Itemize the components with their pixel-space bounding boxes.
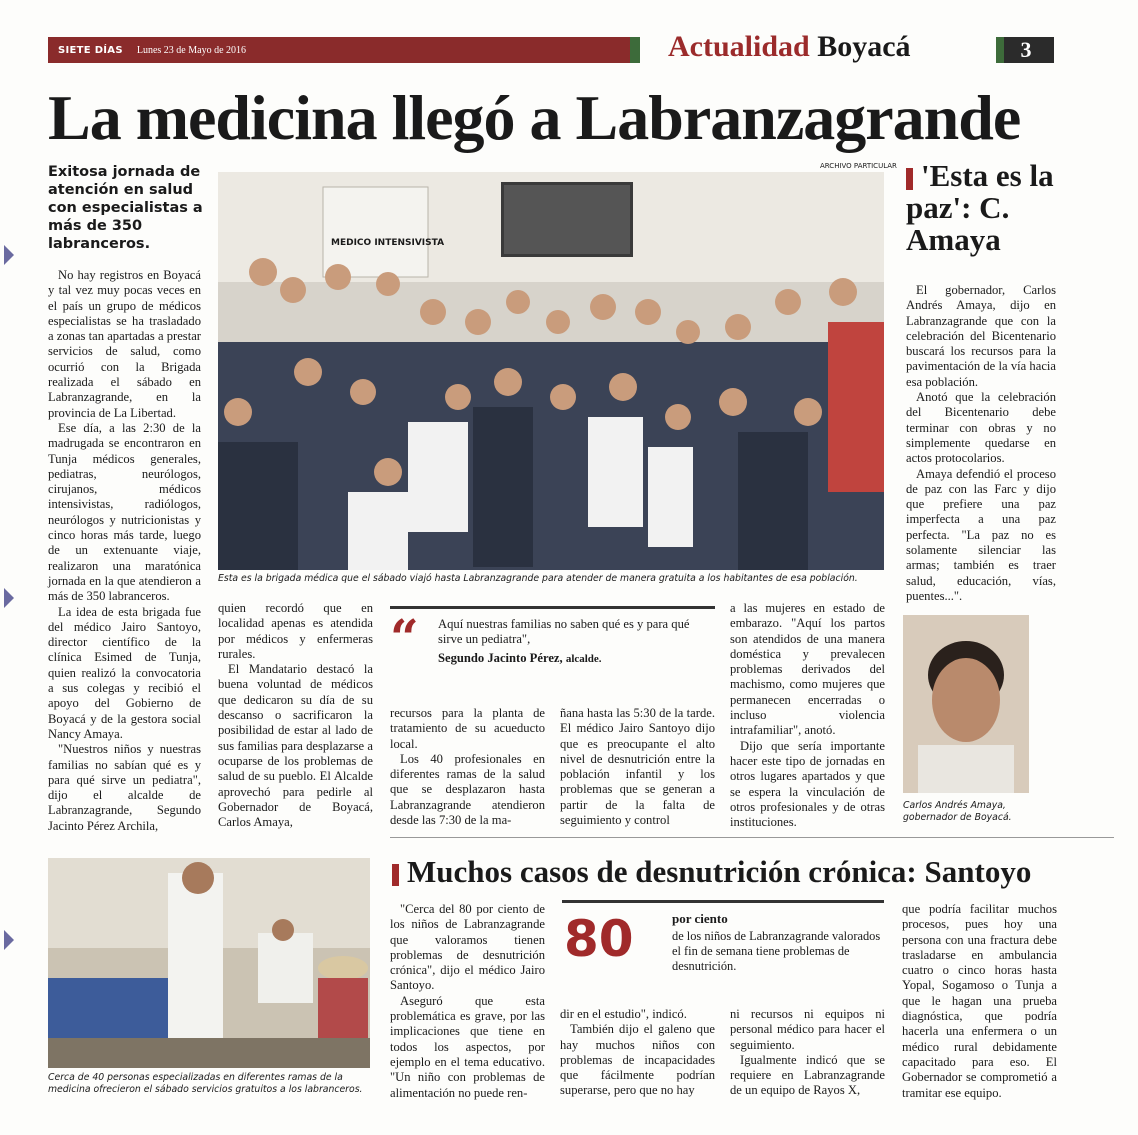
divider [390,837,1114,838]
article-column-1 [48,268,201,834]
stat-number: 80 [564,910,634,968]
paragraph: No hay registros en Boyacá y tal vez muy pocas veces en el país un grupo de médicos especialistas se ha trasladado a zonas tan apartadas a prestar servicios de salud, como ocurrió con la Brigada realizada el sábado en Labranzagrande, en la provincia de La Libertad. [48,268,201,420]
section-marker-icon [906,168,913,190]
paragraph: Anotó que la celebración del Bicentenario debe terminar con obras y no simplemente quedarse en actos protocolarios. [906,390,1056,466]
paragraph: El Mandatario destacó la buena voluntad de médicos que dedicaron su día de su descanso o sacrificaron la posibilidad de estar al lado de sus familias para desplazarse a ocuparse de los problemas de salud de su pueblo. El Alcalde aprovechó para pedirle al Gobernador de Boyacá, Carlos Amaya, [218,662,373,830]
bottom-column-2 [560,1007,715,1099]
article-column-2 [218,601,373,830]
paragraph: ñana hasta las 5:30 de la tarde. El médico Jairo Santoyo dijo que es preocupante el alto nivel de desnutrición entre la población infantil y los problemas que se generan a partir de la falta de seguimiento y control [560,706,715,828]
paragraph: "Nuestros niños y nuestras familias no sabían qué es y para qué sirve un pediatra", dijo el alcalde de Labranzagrande, Segundo Jacinto Pérez Archila, [48,742,201,833]
bottom-headline [392,854,1031,890]
photo-sign: MEDICO INTENSIVISTA [331,238,445,248]
paragraph: El gobernador, Carlos Andrés Amaya, dijo en Labranzagrande que con la celebración del Bicentenario buscará los recursos para la pavimentación de la vía hacia esa población. [906,283,1056,389]
quote-role: alcalde. [565,653,602,665]
header-bar [48,37,630,63]
margin-arrow-icon [4,930,14,950]
photo-credit: ARCHIVO PARTICULAR [820,162,897,170]
bottom-headline-text: Muchos casos de desnutrición crónica: Santoyo [407,854,1032,889]
quote-text: Aquí nuestras familias no saben qué es y para qué sirve un pediatra", [438,617,690,646]
paragraph: Igualmente indicó que se requiere en Labranzagrande de un equipo de Rayos X, [730,1052,885,1098]
sidebar-headline-text: 'Esta es la paz': C. Amaya [906,158,1054,257]
quote-name: Segundo Jacinto Pérez, [438,651,563,665]
section-title-a: Actualidad [668,30,810,63]
paragraph: dir en el estudio", indicó. [560,1007,687,1021]
paragraph: Aseguró que esta problemática es grave, por las implicaciones que tiene en todos los aspectos, por ejemplo en el tema educativo. "Un niño con problemas de alimentación no puede ren- [390,993,545,1100]
portrait-caption [903,800,1053,824]
sidebar-column [906,283,1056,604]
header-accent [630,37,640,63]
stat-description: de los niños de Labranzagrande valorados el fin de semana tiene problemas de desnutrición. [672,929,881,973]
sidebar-headline [906,160,1056,256]
paragraph: Los 40 profesionales en diferentes ramas de la salud que se desplazaron hasta Labranzagrande atendieron desde las 7:30 de la ma- [390,751,545,828]
paragraph: a las mujeres en estado de embarazo. "Aquí los partos son atendidos de una manera doméstica y prevalecen problemas derivados del machismo, como mujeres que permanecen encerradas o incluso violencia intrafamiliar", anotó. [730,601,885,738]
bottom-column-3 [730,1007,885,1099]
bottom-column-4 [902,902,1057,1101]
dek: Exitosa jornada de atención en salud con especialistas a más de 350 labranceros. [48,164,203,252]
photo-caption: Esta es la brigada médica que el sábado viajó hasta Labranzagrande para atender de manera gratuita a los habitantes de esa población. [218,573,858,584]
bottom-photo [48,858,370,1068]
paragraph: ni recursos ni equipos ni personal médico para hacer el seguimiento. [730,1007,885,1052]
stat-box [562,900,884,973]
margin-arrow-icon [4,245,14,265]
paragraph: "Cerca del 80 por ciento de los niños de Labranzagrande que valoramos tienen problemas de desnutrición crónica", dijo el médico Jairo Santoyo. [390,902,545,993]
page-number: 3 [998,37,1054,63]
section-title-b: Boyacá [817,30,911,63]
bottom-column-1 [390,902,545,1101]
portrait-caption-role: gobernador de Boyacá. [903,812,1012,823]
governor-portrait [903,615,1029,793]
stat-label: por ciento [672,911,728,926]
medical-consult-photo [48,858,370,1068]
paragraph: Amaya defendió el proceso de paz con las Farc y dijo que prefiere una paz imperfecta a una paz perfecta. "La paz no es solamente silenciar las armas; también es traer salud, educación, vías, puentes...". [906,466,1056,603]
issue-date: Lunes 23 de Mayo de 2016 [136,44,247,56]
article-column-5 [730,601,885,830]
article-column-3 [390,706,545,828]
headline: La medicina llegó a Labranzagrande [48,82,1021,153]
paragraph: Dijo que sería importante hacer este tipo de jornadas en otros lugares apartados y que se espera la vinculación de otros profesionales y de otras instituciones. [730,738,885,830]
article-column-4 [560,706,715,828]
quote-attribution [438,651,708,667]
pull-quote [390,606,715,697]
main-photo [218,172,884,570]
margin-arrow-icon [4,588,14,608]
portrait-caption-name: Carlos Andrés Amaya, [903,800,1006,811]
quote-mark-icon: “ [390,608,419,667]
paragraph: recursos para la planta de tratamiento de su acueducto local. [390,706,545,751]
paragraph: Ese día, a las 2:30 de la madrugada se encontraron en Tunja médicos generales, pediatras, neurólogos, cirujanos, médicos intensivistas, radiólogos, neurólogos y nutricionistas y cinco horas más tarde, luego de un extenuante viaje, realizaron una maratónica jornada en la que atendieron a más de 350 labranceros. [48,420,201,604]
brigade-group-photo [218,172,884,570]
portrait-photo [903,615,1029,793]
paragraph: que podría facilitar muchos procesos, pues hoy una persona con una fractura debe trasladarse en ambulancia cuatro o cinco horas hasta Yopal, Sogamoso o Tunja a que le hagan una prueba diagnóstica, que podría hacerla una enfermera o un médico rural debidamente capacitado para eso. El Gobernador se comprometió a tramitar ese equipo. [902,902,1057,1100]
bottom-photo-caption: Cerca de 40 personas especializadas en diferentes ramas de la medicina ofrecieron el sábado servicios gratuitos a los labranceros. [48,1072,363,1095]
brand-name: SIETE DÍAS [58,44,123,56]
paragraph: La idea de esta brigada fue del médico Jairo Santoyo, director científico de la clínica Esimed de Tunja, quien realizó la convocatoria a sus colegas y recibió el apoyo del Gobierno de Boyacá y de la gestora social Nancy Amaya. [48,604,201,741]
paragraph: También dijo el galeno que hay muchos niños con problemas de incapacidades que fácilmente podrían superarse, pero que no hay [560,1022,715,1098]
section-title [668,30,911,64]
section-marker-icon [392,864,399,886]
paragraph: quien recordó que en localidad apenas es atendida por médicos y enfermeras rurales. [218,601,373,661]
